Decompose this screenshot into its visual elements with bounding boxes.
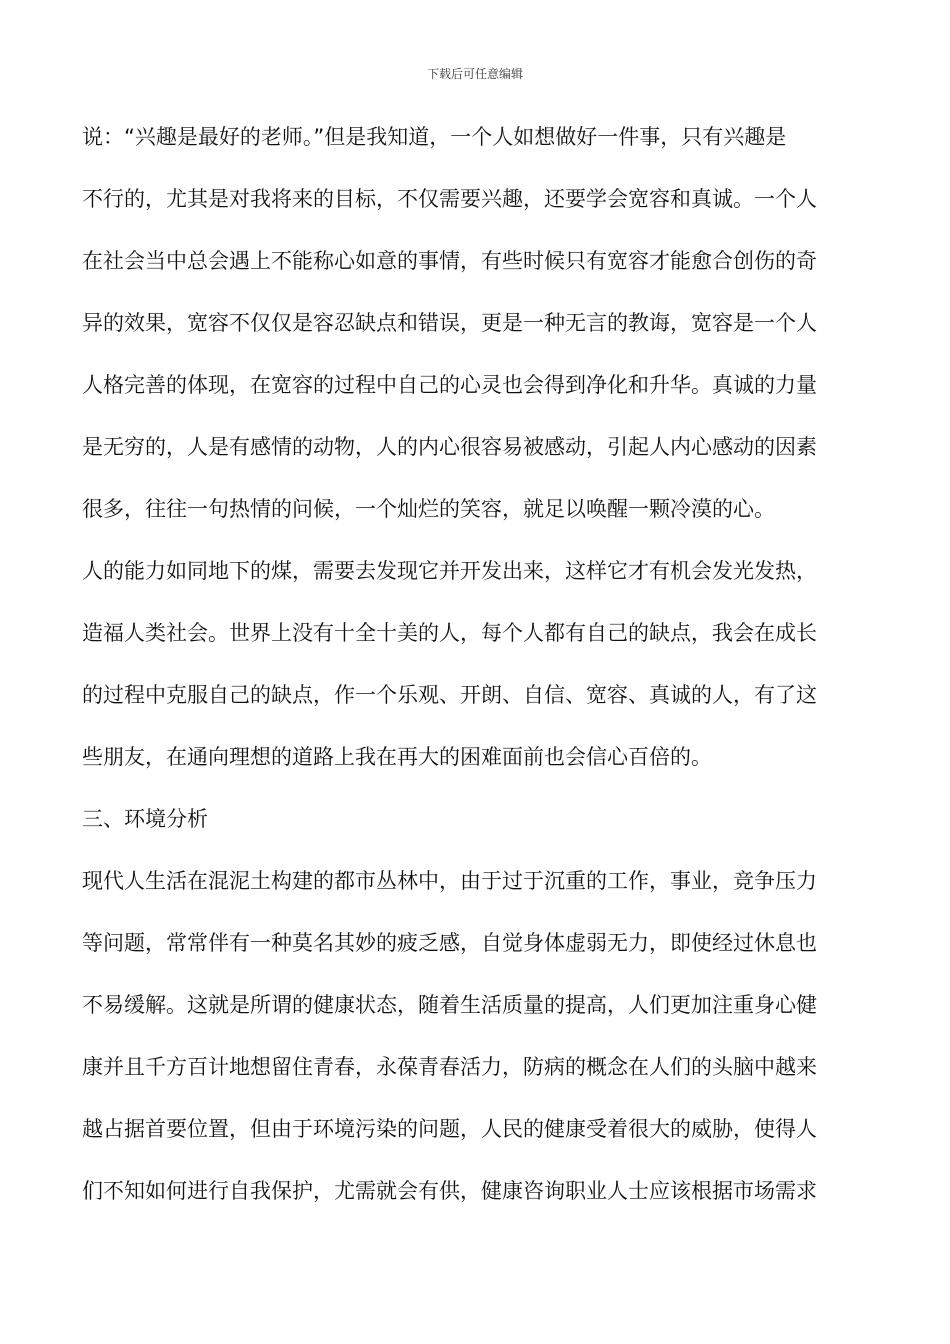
text-line: 的过程中克服自己的缺点，作一个乐观、开朗、自信、宽容、真诚的人，有了这: [82, 683, 817, 707]
text-line: 现代人生活在混泥土构建的都市丛林中，由于过于沉重的工作，事业，竞争压力: [82, 869, 817, 893]
text-line: 们不知如何进行自我保护，尤需就会有供，健康咨询职业人士应该根据市场需求: [82, 1179, 817, 1203]
text-line: 异的效果，宽容不仅仅是容忍缺点和错误，更是一种无言的教诲，宽容是一个人: [82, 311, 817, 335]
text-line: 康并且千方百计地想留住青春，永葆青春活力，防病的概念在人们的头脑中越来: [82, 1055, 817, 1079]
page-header: 下载后可任意编辑: [426, 67, 523, 81]
section-heading: 三、环境分析: [82, 807, 208, 831]
text-line: 人格完善的体现，在宽容的过程中自己的心灵也会得到净化和升华。真诚的力量: [82, 373, 817, 397]
text-line: 不易缓解。这就是所谓的健康状态，随着生活质量的提高，人们更加注重身心健: [82, 993, 817, 1017]
text-line: 些朋友，在通向理想的道路上我在再大的困难面前也会信心百倍的。: [82, 745, 712, 769]
text-line: 人的能力如同地下的煤，需要去发现它并开发出来，这样它才有机会发光发热，: [82, 559, 817, 583]
text-line: 越占据首要位置，但由于环境污染的问题，人民的健康受着很大的威胁，使得人: [82, 1117, 817, 1141]
text-line: 很多，往往一句热情的问候，一个灿烂的笑容，就足以唤醒一颗冷漠的心。: [82, 497, 775, 521]
text-line: 等问题，常常伴有一种莫名其妙的疲乏感，自觉身体虚弱无力，即使经过休息也: [82, 931, 817, 955]
text-line: 是无穷的，人是有感情的动物，人的内心很容易被感动，引起人内心感动的因素: [82, 435, 817, 459]
text-line: 不行的，尤其是对我将来的目标，不仅需要兴趣，还要学会宽容和真诚。一个人: [82, 187, 817, 211]
text-line: 造福人类社会。世界上没有十全十美的人，每个人都有自己的缺点，我会在成长: [82, 621, 817, 645]
text-line: 说：“兴趣是最好的老师。”但是我知道，一个人如想做好一件事，只有兴趣是: [82, 125, 787, 149]
text-line: 在社会当中总会遇上不能称心如意的事情，有些时候只有宽容才能愈合创伤的奇: [82, 249, 817, 273]
document-body: [82, 114, 872, 1218]
